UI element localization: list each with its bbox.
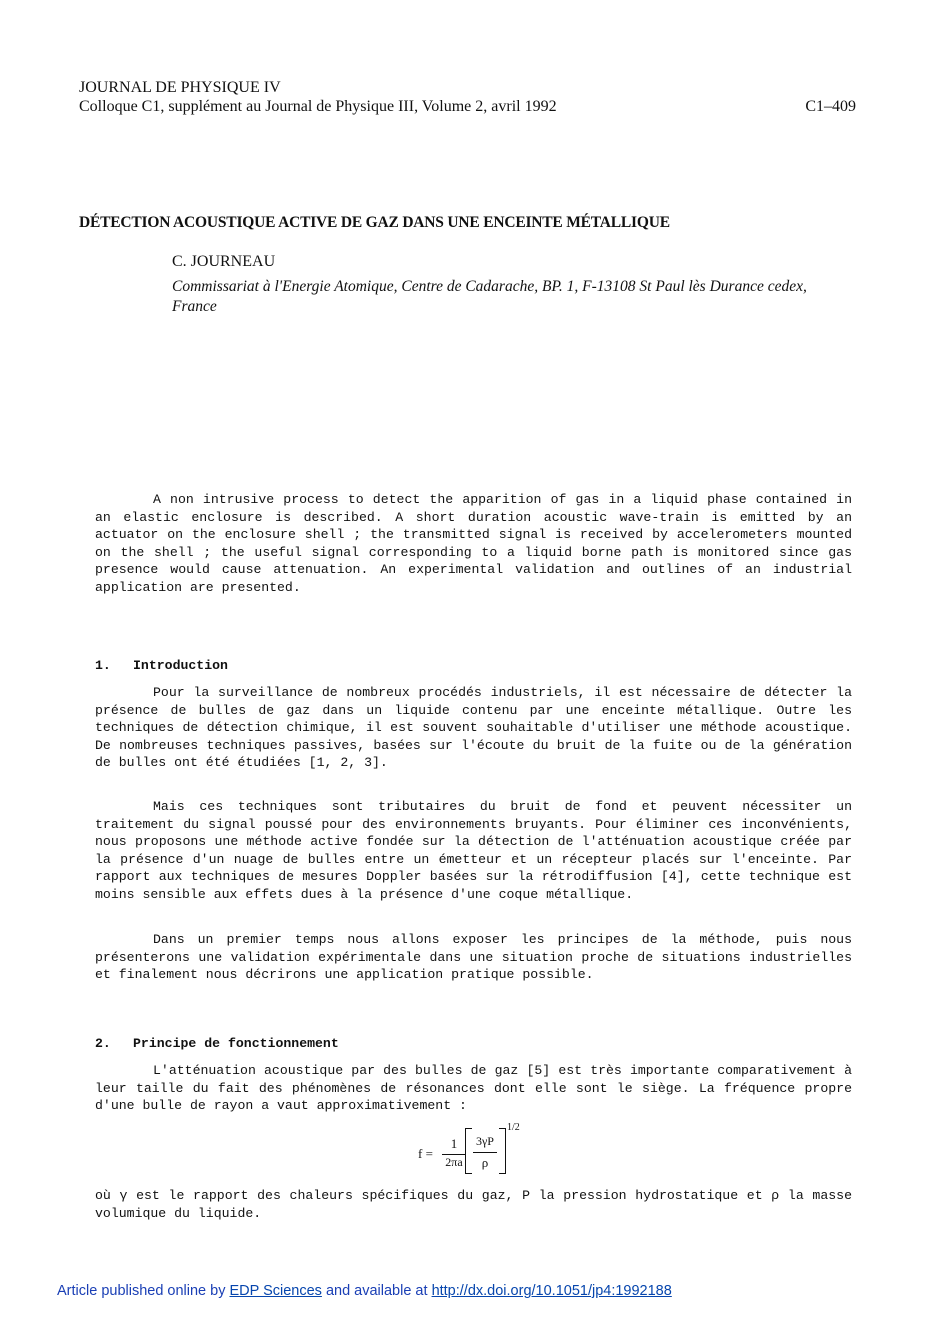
formula-inner-denominator: ρ	[481, 1155, 489, 1170]
formula-lhs: f =	[418, 1146, 433, 1161]
affiliation-line-2: France	[172, 298, 217, 315]
intro-paragraph-3: Dans un premier temps nous allons exposer les principes de la méthode, puis nous présenterons une validation expérimentale dans une situation proche de situations industrielles et finalement nous décrirons une application pratique possible.	[95, 932, 852, 982]
footer-notice	[57, 1283, 672, 1299]
article-title: DÉTECTION ACOUSTIQUE ACTIVE DE GAZ DANS UNE ENCEINTE MÉTALLIQUE	[79, 214, 670, 231]
section-title: Introduction	[133, 658, 228, 673]
page-number: C1–409	[805, 98, 856, 115]
author: C. JOURNEAU	[172, 253, 276, 270]
principle-paragraph-2: où γ est le rapport des chaleurs spécifiques du gaz, P la pression hydrostatique et ρ la masse volumique du liquide.	[95, 1188, 852, 1221]
resonance-frequency-formula	[418, 1122, 538, 1182]
affiliation-line-1: Commissariat à l'Energie Atomique, Centre de Cadarache, BP. 1, F-13108 St Paul lès Durance cedex,	[172, 278, 807, 295]
left-bracket	[465, 1128, 472, 1174]
footer-prefix: Article published online by	[57, 1283, 230, 1299]
formula-exponent: 1/2	[507, 1122, 520, 1133]
inner-fraction-bar	[473, 1152, 497, 1153]
formula-denominator: 2πa	[445, 1155, 463, 1169]
section-number: 2.	[95, 1036, 111, 1051]
section-heading-introduction	[95, 657, 228, 675]
affiliation	[172, 277, 862, 317]
intro-paragraph-1: Pour la surveillance de nombreux procédés industriels, il est nécessaire de détecter la présence de bulles de gaz dans un liquide contenu par une enceinte métallique. Outre les techniques de détection chimique, il est souvent souhaitable d'utiliser une méthode acoustique. De nombreuses techniques passives, basées sur l'écoute du bruit de la fuite ou de la génération de bulles ont été étudiées [1, 2, 3].	[95, 685, 852, 770]
section-number: 1.	[95, 658, 111, 673]
intro-paragraph-2: Mais ces techniques sont tributaires du bruit de fond et peuvent nécessiter un traitement du signal poussé pour des environnements bruyants. Pour éliminer ces inconvénients, nous proposons une méthode active fondée sur la détection de l'atténuation acoustique créée par la présence d'un nuage de bulles entre un émetteur et un récepteur placés sur l'enceinte. Par rapport aux techniques de mesures Doppler basées sur la rétrodiffusion [4], cette technique est moins sensible aux effets dues à la présence d'une coque métallique.	[95, 799, 852, 902]
section-heading-principe	[95, 1035, 339, 1053]
colloque-line: Colloque C1, supplément au Journal de Physique III, Volume 2, avril 1992	[79, 98, 557, 115]
doi-link[interactable]: http://dx.doi.org/10.1051/jp4:1992188	[431, 1283, 672, 1299]
formula-numerator: 1	[450, 1136, 458, 1151]
journal-name: JOURNAL DE PHYSIQUE IV	[79, 79, 281, 96]
principle-paragraph-1: L'atténuation acoustique par des bulles de gaz [5] est très importante comparativement à leur taille du fait des phénomènes de résonances dont elle sont le siège. La fréquence propre d'une bulle de rayon a vaut approximativement :	[95, 1063, 852, 1113]
abstract: A non intrusive process to detect the apparition of gas in a liquid phase contained in an elastic enclosure is described. A short duration acoustic wave-train is emitted by an actuator on the enclosure shell ; the transmitted signal is received by accelerometers mounted on the shell ; the useful signal corresponding to a liquid borne path is monitored since gas presence would cause attenuation. An experimental validation and outlines of an industrial application are presented.	[95, 492, 852, 595]
footer-middle: and available at	[321, 1283, 432, 1299]
formula-inner-numerator: 3γP	[476, 1134, 494, 1148]
section-title: Principe de fonctionnement	[133, 1036, 339, 1051]
right-bracket	[499, 1128, 506, 1174]
publisher-link[interactable]: EDP Sciences	[229, 1283, 322, 1299]
